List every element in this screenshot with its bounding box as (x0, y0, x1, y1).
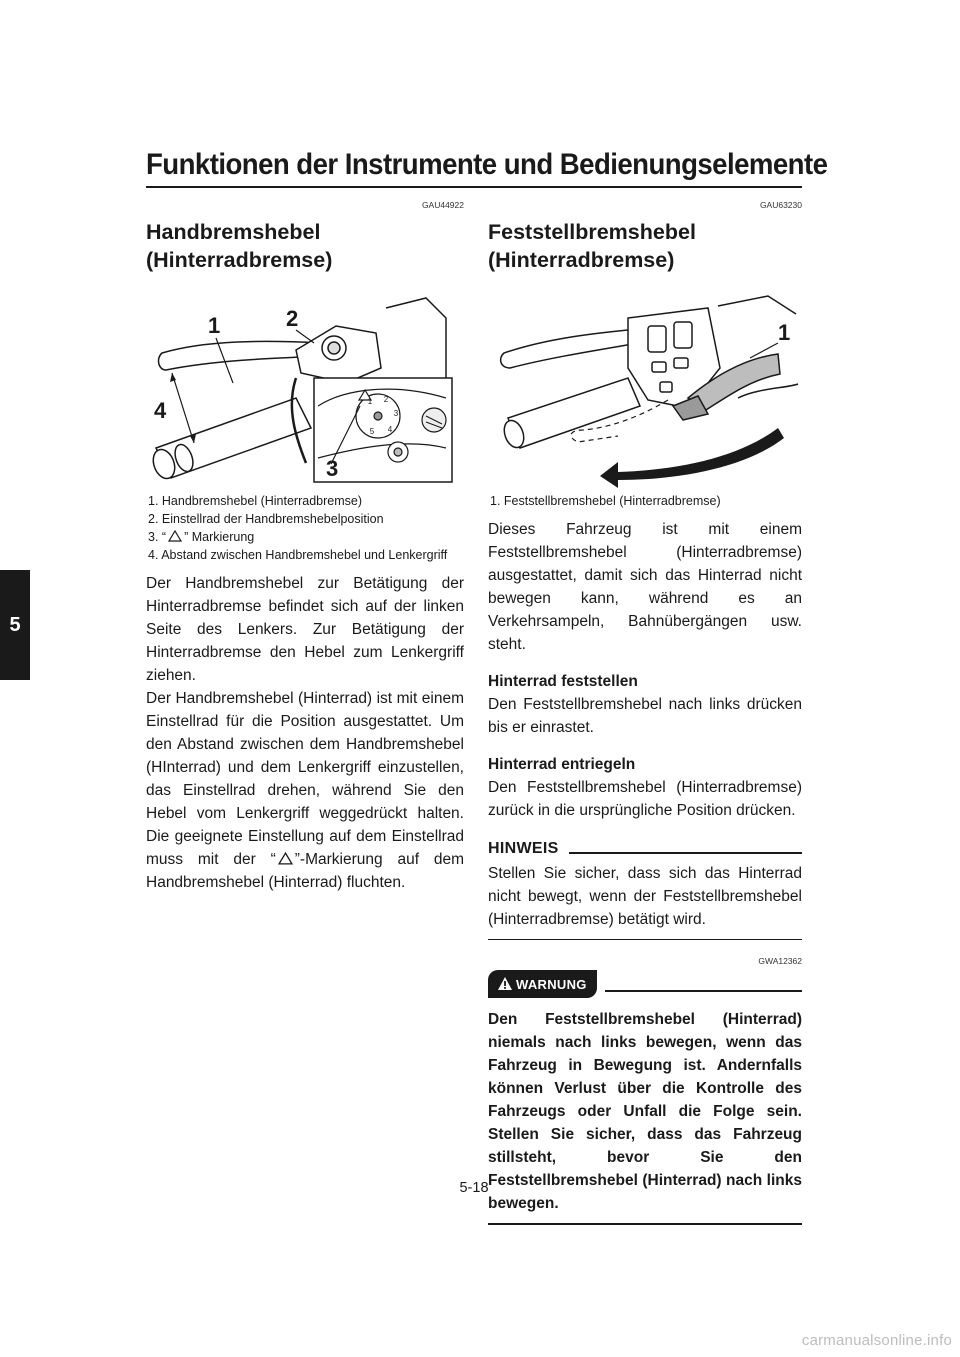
page-header-title: Funktionen der Instrumente und Bedienungselemente (146, 148, 828, 181)
figure-label-2: 2 (286, 306, 299, 331)
warning-header (488, 970, 802, 998)
release-paragraph: Den Feststellbremshebel (Hinterradbremse) zurück in die ursprüngliche Position drücken. (488, 779, 802, 819)
triangle-mark-icon (278, 852, 293, 865)
figure-captions (490, 492, 802, 510)
warning-code: GWA12362 (758, 956, 802, 966)
header-rule (146, 186, 802, 188)
hinweis-label: HINWEIS (488, 840, 559, 857)
triangle-mark-icon (168, 530, 182, 542)
hinweis-text: Stellen Sie sicher, dass sich das Hinterrad nicht bewegt, wenn der Feststellbremshebel (Hinterradbremse) betätigt wird. (488, 865, 802, 928)
dial-number: 4 (387, 425, 393, 434)
hinweis-header (488, 840, 802, 858)
handbrake-illustration (146, 288, 464, 488)
title-line-1: Feststellbremshebel (488, 220, 696, 244)
caption-1: 1. Handbremshebel (Hinterradbremse) (148, 494, 362, 508)
caption-4: 4. Abstand zwischen Handbremshebel und Lenkergriff (148, 548, 448, 562)
figure-parking-brake-lever (488, 288, 802, 488)
section-code: GAU63230 (759, 200, 802, 210)
figure-label-1: 1 (208, 313, 221, 338)
section-title-feststellbremshebel (488, 218, 802, 274)
lock-paragraph: Den Feststellbremshebel nach links drücken bis er einrastet. (488, 696, 802, 736)
parking-brake-illustration (488, 288, 802, 488)
left-column (146, 200, 464, 894)
warning-end-rule (488, 1223, 802, 1225)
paragraph: Der Handbremshebel zur Betätigung der Hinterradbremse befindet sich auf der linken Seite des Lenkers. Zur Betätigung der Hinterradbremse den Hebel zum Lenkergriff ziehen. (146, 575, 464, 684)
figure-label-4: 4 (154, 398, 167, 423)
title-line-1: Handbremshebel (146, 220, 321, 244)
figure-label-3: 3 (326, 456, 339, 481)
caption-2: 2. Einstellrad der Handbremshebelposition (148, 512, 384, 526)
right-column (488, 200, 802, 1225)
hinweis-end-rule (488, 939, 802, 940)
warning-rule (605, 990, 802, 992)
intro-paragraph: Dieses Fahrzeug ist mit einem Feststellbremshebel (Hinterradbremse) ausgestattet, damit sich das Hinterrad nicht bewegen kann, während es an Verkehrsampeln, Bahnübergängen usw. steht. (488, 521, 802, 653)
dial-number: 5 (369, 427, 375, 436)
dial-number: 1 (367, 397, 373, 406)
section-code: GAU44922 (421, 200, 464, 210)
caption-1: 1. Feststellbremshebel (Hinterradbremse) (490, 494, 721, 508)
subheading-lock: Hinterrad feststellen (488, 673, 638, 690)
dial-number: 3 (393, 409, 399, 418)
warning-label: WARNUNG (516, 976, 587, 992)
chapter-tab: 5 (0, 570, 30, 680)
figure-captions (148, 492, 464, 564)
warning-triangle-icon (497, 976, 513, 991)
dial-number: 2 (383, 395, 389, 404)
warning-text: Den Feststellbremshebel (Hinterrad) niemals nach links bewegen, wenn das Fahrzeug in Bewegung ist. Andernfalls können Verlust über die Kontrolle des Fahrzeugs oder Unfall die Folge sein. Stellen Sie sicher, dass das Fahrzeug stillsteht, bevor Sie den Feststellbremshebel (Hinterrad) nach links bewegen. (488, 1011, 802, 1212)
title-line-2: (Hinterradbremse) (488, 248, 675, 272)
hinweis-rule (569, 852, 802, 854)
subheading-release: Hinterrad entriegeln (488, 756, 636, 773)
caption-3: 3. “ ” Markierung (148, 530, 255, 544)
watermark: carmanualsonline.info (801, 1332, 952, 1349)
section-title-handbremshebel (146, 218, 464, 274)
warning-badge (488, 970, 597, 998)
paragraph: Der Handbremshebel (Hinterrad) ist mit einem Einstellrad für die Position ausgestattet. Um den Abstand zwischen dem Handbremshebel (HInterrad) und dem Lenkergriff einzustellen, das Einstellrad drehen, während Sie den Hebel vom Lenkergriff weggedrückt halten. Die geeignete Einstellung auf dem Einstellrad muss mit der “ ”-Markierung auf dem Handbremshebel (Hinterrad) fluchten. (146, 690, 464, 891)
title-line-2: (Hinterradbremse) (146, 248, 333, 272)
figure-label-1: 1 (778, 320, 791, 345)
figure-handbrake-lever (146, 288, 464, 488)
page-number: 5-18 (459, 1180, 489, 1196)
